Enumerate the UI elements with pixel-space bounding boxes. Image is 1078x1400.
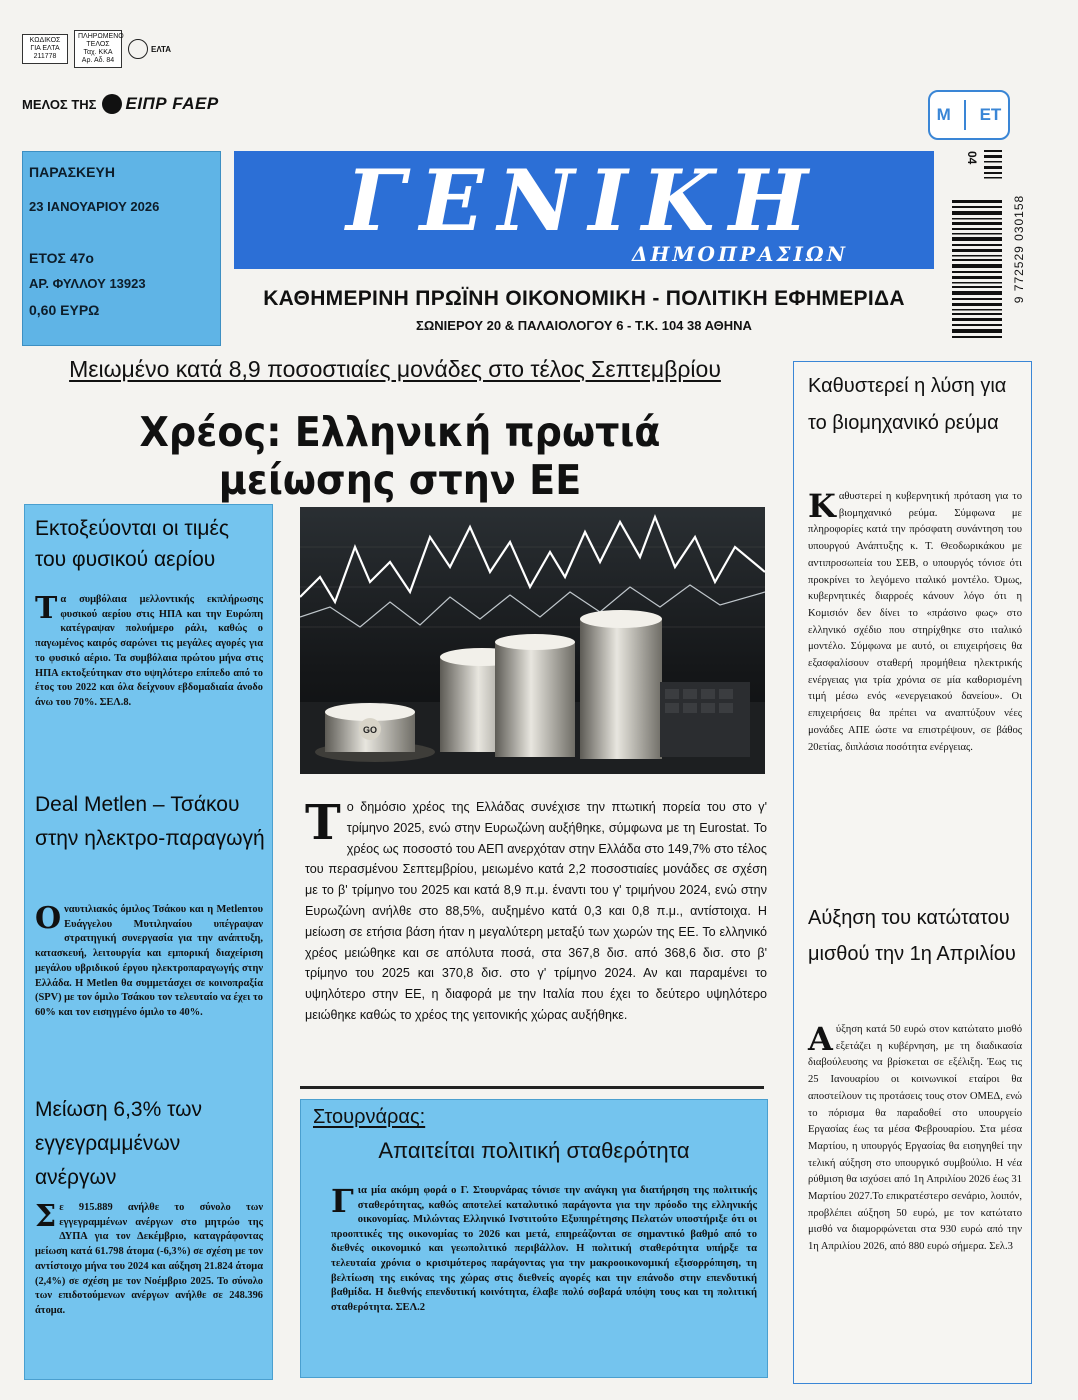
drop-cap: Σ <box>35 1199 57 1234</box>
drop-cap: Γ <box>331 1182 354 1220</box>
minimum-wage-body <box>808 1022 1022 1256</box>
industrial-power-body <box>808 489 1022 756</box>
drop-cap: Τ <box>35 591 58 626</box>
metlen-story-body <box>35 903 263 1021</box>
unemployment-story-body <box>35 1201 263 1319</box>
newspaper-subtitle: ΔΗΜΟΠΡΑΣΙΩΝ <box>631 242 848 266</box>
postage-line: ΤΕΛΟΣ <box>86 41 110 48</box>
unemployment-story-title: Μείωση 6,3% των εγγεγραμμένων ανέργων <box>35 1098 202 1189</box>
gas-story-text: α συμβόλαια μελλοντικής εκπλήρωσης φυσικού αερίου στις ΗΠΑ και την Ευρώπη κατέγραψαν πολυήμερο ράλι, καθώς ο παγωμένος καιρός σαρώνει τις μεγάλες αγορές για το φυσικό αέριο. Τα συμβόλαια πρώτου μήνα στις ΗΠΑ εκτοξεύτηκαν στο υψηλότερο επίπεδο από το έτος του 2022 και όλα δείχνουν εβδομαδιαία άνοδο άνω του 70%. ΣΕΛ.8. <box>35 594 263 708</box>
eiper-logo-text: ΕΙΠΡ FAEP <box>125 94 219 113</box>
elta-logo <box>128 39 171 59</box>
postal-marks <box>22 30 171 68</box>
postage-line: Ταχ. ΚΚΑ <box>83 49 113 56</box>
coins-stock-photo <box>300 507 765 774</box>
gas-story-body <box>35 593 263 711</box>
lead-article-body <box>305 797 767 1026</box>
right-news-column <box>793 361 1032 1384</box>
section-divider <box>300 1086 764 1089</box>
industrial-power-title: Καθυστερεί η λύση για το βιομηχανικό ρεύμα <box>808 375 1007 434</box>
issue-info-box <box>22 151 221 346</box>
postal-code-line: ΚΩΔΙΚΟΣ <box>29 37 61 44</box>
left-news-column <box>24 504 273 1380</box>
postal-code-box <box>22 34 68 64</box>
drop-cap: Κ <box>808 487 836 525</box>
minimum-wage-text: ύξηση κατά 50 ευρώ στον κατώτατο μισθό εξετάζει η κυβέρνηση, με τη διαδικασία διαβούλευσης να βρίσκεται σε εξέλιξη. Έως τις 25 Ιανουαρίου οι κοινωνικοί εταίροι θα αποστείλουν τις προτάσεις τους στον ΟΜΕΔ, ενώ το πόρισμα θα παραδοθεί στο υπουργείο Εργασίας έως τα μέσα Φεβρουαρίου. Στα μέσα Μαρτίου, η υπουργός Εργασίας θα εισηγηθεί την τελική αύξηση στο υπουργικό συμβούλιο. Η νέα ρύθμιση θα ισχύσει από 1η Απριλίου 2026 έως 31 Μαρτίου 2027.Το επικρατέστερο σενάριο, λοιπόν, προβλέπει αύξηση 50 ευρώ, με τον κατώτατο μισθό να διαμορφώνεται στα 930 ευρώ από την 1η Απριλίου 2026, από 880 ευρώ σήμερα. Σελ.3 <box>808 1024 1022 1253</box>
barcode-number-column <box>965 150 1026 340</box>
metlen-story-title: Deal Metlen – Τσάκου στην ηλεκτρο-παραγωγή <box>35 793 265 850</box>
stournaras-box <box>300 1099 768 1378</box>
stournaras-title: Απαιτείται πολιτική σταθερότητα <box>378 1138 690 1163</box>
unemployment-story-text: ε 915.889 ανήλθε το σύνολο των εγγεγραμμένων ανέργων στο μητρώο της ΔΥΠΑ για τον Δεκέμβριο, καταγράφοντας μείωση κατά 61.798 άτομα (-6,3%) σε σχέση με τον αντίστοιχο μήνα του 2024 και αύξηση 21.824 άτομα (2,4%) σε σχέση με τον Νοέμβριο 2025. Το σύνολο των επιδοτούμενων ανέργων ανήλθε σε 248.396 άτομα. <box>35 1202 263 1316</box>
issue-year: ΕΤΟΣ 47ο <box>29 250 94 266</box>
elta-label: ΕΛΤΑ <box>151 44 172 54</box>
metlen-story-text: ναυτιλιακός όμιλος Τσάκου και η Metlenτου Ευάγγελου Μυτιληναίου υπέγραψαν στρατηγική συνεργασία για την ανάπτυξη, κατασκευή, λειτουργία και εμπορική διαχείριση μεγάλου υβριδικού έργου ηλεκτροπαραγωγής στην Ελλάδα. Η Metlen θα συμμετάσχει σε κοινοπραξία (SPV) με τον όμιλο Τσάκου τον τελευταίο να έχει το 60% και τον εισηγμένο όμιλο το 40%. <box>35 904 263 1018</box>
metro-badge <box>928 90 1010 140</box>
postage-line: Αρ. Αδ. 84 <box>81 57 115 64</box>
masthead <box>234 151 934 269</box>
drop-cap: Α <box>808 1020 833 1058</box>
barcode <box>950 142 1010 344</box>
postage-line: ΠΛΗΡΩΜΕΝΟ <box>78 33 124 40</box>
postal-code-line: 211778 <box>33 53 57 60</box>
stournaras-body <box>331 1184 757 1315</box>
paid-postage-box <box>74 30 122 68</box>
weekday: ΠΑΡΑΣΚΕΥΗ <box>29 164 115 180</box>
eiper-logo <box>102 94 218 114</box>
issue-price: 0,60 ΕΥΡΩ <box>29 302 100 318</box>
lead-headline: Χρέος: Ελληνική πρωτιά μείωσης στην ΕΕ <box>139 408 661 504</box>
issue-number: ΑΡ. ΦΥΛΛΟΥ 13923 <box>29 276 146 291</box>
newspaper-title: ΓΕΝΙΚΗ <box>345 151 823 250</box>
issue-date: 23 ΙΑΝΟΥΑΡΙΟΥ 2026 <box>29 199 160 214</box>
barcode-issue-code: 04 <box>965 151 979 165</box>
minimum-wage-title: Αύξηση του κατώτατου μισθού την 1η Απριλίου <box>808 907 1016 965</box>
gas-story-title: Εκτοξεύονται οι τιμές του φυσικού αερίου <box>35 517 229 571</box>
drop-cap: Ο <box>35 901 62 936</box>
newspaper-address: ΣΩΝΙΕΡΟΥ 20 & ΠΑΛΑΙΟΛΟΓΟΥ 6 - Τ.Κ. 104 38 ΑΘΗΝΑ <box>416 318 752 333</box>
stournaras-kicker: Στουρνάρας: <box>313 1106 426 1128</box>
lead-kicker: Μειωμένο κατά 8,9 ποσοστιαίες μονάδες στο τέλος Σεπτεμβρίου <box>69 356 721 382</box>
barcode-number: 9 772529 030158 <box>1012 194 1026 304</box>
stournaras-text: ια μία ακόμη φορά ο Γ. Στουρνάρας τόνισε την ανάγκη για διατήρηση της πολιτικής σταθερότητας, καθώς αποτελεί καταλυτικό παράγοντα για την πρόοδο της ελληνικής οικονομίας. Μιλώντας Ελληνικό Ινστιτούτο Εξυπηρέτησης Πελατών υποστήριξε ότι οι προοπτικές της οικονομίας το 2026 και μετά, επηρεάζονται σε σημαντικό βαθμό από το διεθνές οικονομικό και γεωπολιτικό περιβάλλον. Η πολιτική σταθερότητα υπήρξε τα τελευταία χρόνια ο κρισιμότερος παράγοντας για την μακροοικονομική εξισορρόπηση, τη βελτίωση της εικόνας της χώρας στις διεθνείς αγορές και την επάνοδο στην επενδυτική βαθμίδα. Η διεθνής επενδυτική κοινότητα, έλαβε πολύ σοβαρά υπόψη τους και τη πολιτική σταθερότητα. ΣΕΛ.2 <box>331 1185 757 1313</box>
metro-badge-divider <box>964 100 966 130</box>
elta-seal-icon <box>128 39 148 59</box>
metro-badge-right: ΕΤ <box>979 105 1002 124</box>
lead-article-text: ο δημόσιο χρέος της Ελλάδας συνέχισε την πτωτική πορεία του στο γ' τρίμηνο 2025, ενώ στην Ευρωζώνη αυξήθηκε, σύμφωνα με τη Eurostat. Το χρέος ως ποσοστό του ΑΕΠ ανερχόταν στην Ελλάδα στο 149,7% στο τέλος του περασμένου Σεπτεμβρίου, μειωμένο κατά 2,2 ποσοστιαίες μονάδες σε σχέση με το β' τρίμηνο του 2025 και κατά 8,9 π.μ. έναντι του γ' τριμήνου 2024, ενώ στην Ευρωζώνη ανήλθε στο 88,5%, αυξημένο κατά 0,3 και 0,8 π.μ., αντίστοιχα. Η μείωση σε ετήσια βάση ήταν η μεγαλύτερη μεταξύ των χωρών της ΕΕ. Το ελληνικό χρέος μειώθηκε και σε απόλυτα ποσά, στα 367,8 δισ. από 368,6 δισ. στο β' τρίμηνο του 2025 και 370,8 δισ. στο γ' τρίμηνο 2024. Αν και παραμένει το υψηλότερο στην ΕΕ, η διαφορά με την Ιταλία που έχει το δεύτερο υψηλότερο μειώθηκε καθώς το χρέος της γειτονικής χώρας αυξήθηκε. <box>305 800 767 1022</box>
photo-coin-label: GO <box>362 725 378 735</box>
postal-code-line: ΓΙΑ ΕΛΤΑ <box>30 45 60 52</box>
eiper-emblem-icon <box>102 94 122 114</box>
newspaper-tagline: ΚΑΘΗΜΕΡΙΝΗ ΠΡΩΪΝΗ ΟΙΚΟΝΟΜΙΚΗ - ΠΟΛΙΤΙΚΗ ΕΦΗΜΕΡΙΔΑ <box>263 287 905 310</box>
membership-line <box>22 94 219 114</box>
drop-cap: Τ <box>305 795 341 851</box>
industrial-power-text: αθυστερεί η κυβερνητική πρόταση για το βιομηχανικό ρεύμα. Σύμφωνα με πληροφορίες κατά την πρόσφατη συνάντηση του υπουργού Ανάπτυξης κ. Τ. Θεοδωρικάκου με αντιπροσωπεία του ΣΕΒ, ο υπουργός τόνισε ότι προκρίνει το λεγόμενο ιταλικό μοντέλο. Όμως, κυβερνητικές διαρροές κάνουν λόγο ότι η Κομισιόν δεν δίνει το «πράσινο φως» στο ελληνικό σχέδιο που στηρίχθηκε στο ιταλικό μοντέλο. Σύμφωνα με αυτό, οι επιχειρήσεις θα εξασφαλίσουν σταθερή προμήθεια ηλεκτρικής ενέργειας για τρία χρόνια σε μία καθορισμένη τιμή μέσω ενός «ενεργειακού δανείου». Οι επιχειρήσεις θα πρέπει να αναπτύξουν νέες μονάδες ΑΠΕ ώστε να επιστρέψουν, σε βάθος 20ετίας, διπλάσια ποσότητα ενέργειας. <box>808 491 1022 753</box>
member-label: ΜΕΛΟΣ ΤΗΣ <box>22 96 97 112</box>
metro-badge-left: Μ <box>936 105 951 124</box>
